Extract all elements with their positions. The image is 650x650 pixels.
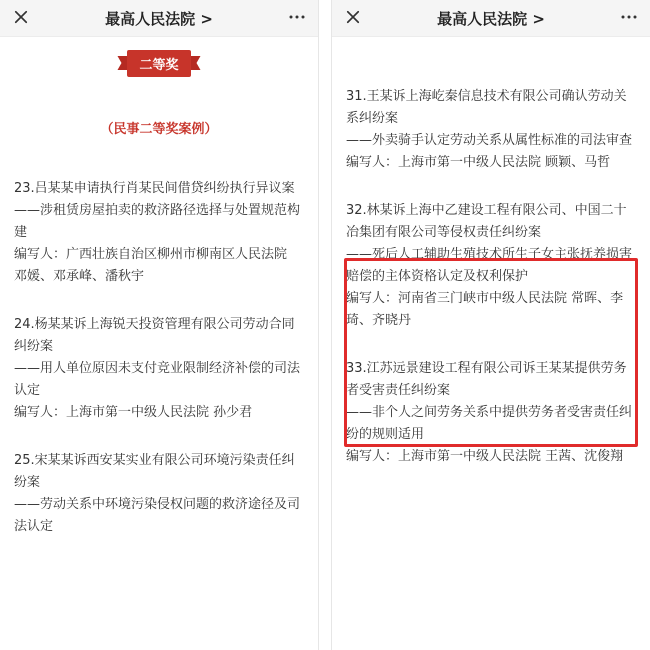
case-item-highlighted[interactable] (346, 200, 636, 332)
page-title[interactable]: 最高人民法院 > (105, 10, 213, 28)
page-title[interactable]: 最高人民法院 > (437, 10, 545, 28)
case-subtitle: ——劳动关系中环境污染侵权问题的救济途径及司法认定 (14, 497, 301, 534)
case-author: 编写人：广西壮族自治区柳州市柳南区人民法院 邓媛、邓承峰、潘秋宇 (14, 247, 288, 284)
case-author: 编写人：上海市第一中级人民法院 孙少君 (14, 405, 253, 420)
case-subtitle: ——用人单位原因未支付竞业限制经济补偿的司法认定 (14, 361, 301, 398)
right-content (332, 70, 650, 650)
more-icon[interactable] (288, 9, 306, 25)
left-panel (0, 0, 319, 650)
case-title: 33.江苏远景建设工程有限公司诉王某某提供劳务者受害责任纠纷案 (346, 361, 627, 398)
case-author: 编写人：河南省三门峡市中级人民法院 常晖、李琦、齐晓丹 (346, 291, 624, 328)
case-subtitle: ——外卖骑手认定劳动关系从属性标准的司法审查 (346, 133, 633, 148)
case-item[interactable] (14, 178, 304, 288)
case-title: 25.宋某某诉西安某实业有限公司环境污染责任纠纷案 (14, 453, 295, 490)
case-author: 编写人：上海市第一中级人民法院 顾颖、马哲 (346, 155, 611, 170)
case-subtitle: ——涉租赁房屋拍卖的救济路径选择与处置规范构建 (14, 203, 301, 240)
case-title: 31.王某诉上海屹秦信息技术有限公司确认劳动关系纠纷案 (346, 89, 627, 126)
case-author: 编写人：上海市第一中级人民法院 王茜、沈俊翔 (346, 449, 624, 464)
case-subtitle: ——非个人之间劳务关系中提供劳务者受害责任纠纷的规则适用 (346, 405, 633, 442)
award-badge-wrap (0, 50, 318, 77)
case-item[interactable] (14, 450, 304, 538)
case-item[interactable] (14, 314, 304, 424)
right-panel (331, 0, 650, 650)
case-title: 23.吕某某申请执行肖某民间借贷纠纷执行异议案 (14, 181, 295, 196)
case-item[interactable] (346, 358, 636, 468)
right-nav-bar (332, 0, 650, 37)
left-content (0, 168, 318, 650)
case-item[interactable] (346, 86, 636, 174)
case-subtitle: ——死后人工辅助生殖技术所生子女主张抚养损害赔偿的主体资格认定及权利保护 (346, 247, 633, 284)
award-badge: 二等奖 (127, 50, 190, 77)
more-icon[interactable] (620, 9, 638, 25)
section-subtitle: （民事二等奖案例） (100, 122, 218, 137)
left-nav-bar (0, 0, 318, 37)
case-title: 24.杨某某诉上海锐天投资管理有限公司劳动合同纠纷案 (14, 317, 295, 354)
case-title: 32.林某诉上海中乙建设工程有限公司、中国二十冶集团有限公司等侵权责任纠纷案 (346, 203, 627, 240)
